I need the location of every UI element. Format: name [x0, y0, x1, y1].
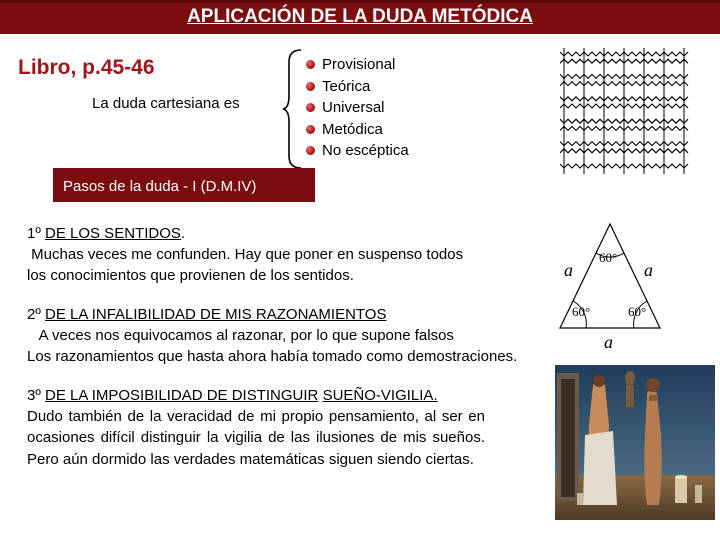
quality-label: Universal	[322, 99, 385, 117]
doubt-qualities-list	[306, 54, 409, 162]
side-label-bottom: a	[604, 332, 613, 352]
list-item	[306, 76, 409, 98]
equilateral-triangle-figure	[552, 220, 682, 355]
step-title: DE LOS SENTIDOS	[45, 225, 181, 242]
angle-label-top: 60°	[599, 250, 618, 265]
side-label-right: a	[644, 260, 653, 280]
page-title: APLICACIÓN DE LA DUDA METÓDICA	[187, 6, 533, 27]
step-2-section	[27, 304, 567, 368]
step-text: Dudo también de la veracidad de mi propio pensamiento, al ser en ocasiones difícil distinguir la vigilia de las ilusiones de mis sueños. Pero aún dormido las verdades matemáticas siguen siendo ciertas.	[27, 408, 485, 468]
list-item	[306, 140, 409, 162]
step-number: 1º	[27, 225, 45, 242]
quality-label: Provisional	[322, 56, 396, 73]
bullet-icon	[306, 60, 315, 69]
bullet-icon	[306, 82, 315, 91]
angle-label-right: 60°	[628, 304, 647, 319]
angle-label-left: 60°	[572, 304, 591, 319]
quality-label: No escéptica	[322, 142, 409, 160]
step-title: DE LA IMPOSIBILIDAD DE DISTINGUIR	[45, 387, 319, 404]
step-text-line: A veces nos equivocamos al razonar, por lo que supone falsos	[27, 327, 454, 345]
list-item	[306, 119, 409, 141]
surrealist-painting-image	[555, 365, 715, 520]
bullet-icon	[306, 103, 315, 112]
bullet-icon	[306, 125, 315, 134]
side-label-left: a	[564, 260, 573, 280]
steps-of-doubt-box: Pasos de la duda - I (D.M.IV)	[53, 168, 315, 202]
list-item	[306, 54, 409, 76]
step-1-section: 1º DE LOS SENTIDOS. Muchas veces me confunden. Hay que poner en suspenso todos los conocimientos que provienen de los sentidos.	[27, 225, 464, 285]
step-text-line: los conocimientos que provienen de los sentidos.	[27, 267, 354, 285]
step-number: 2º	[27, 306, 45, 323]
optical-illusion-zigzag-image	[560, 46, 690, 176]
quality-label: Teórica	[322, 77, 371, 95]
step-number: 3º	[27, 387, 45, 404]
list-item	[306, 97, 409, 119]
bullet-icon	[306, 146, 315, 155]
quality-label: Metódica	[322, 120, 383, 138]
step-title-sleep-wake: SUEÑO-VIGILIA.	[322, 387, 438, 404]
book-reference: Libro, p.45-46	[18, 56, 155, 79]
step-text-line: Muchas veces me confunden. Hay que poner en suspenso todos	[27, 246, 464, 264]
cartesian-doubt-label: La duda cartesiana es	[92, 95, 240, 112]
title-bar	[0, 0, 720, 34]
step-title: DE LA INFALIBILIDAD DE MIS RAZONAMIENTOS	[45, 306, 387, 323]
curly-brace-icon	[281, 48, 303, 170]
step-3-section	[27, 385, 485, 470]
step-text-line: Los razonamientos que hasta ahora había tomado como demostraciones.	[27, 348, 518, 366]
